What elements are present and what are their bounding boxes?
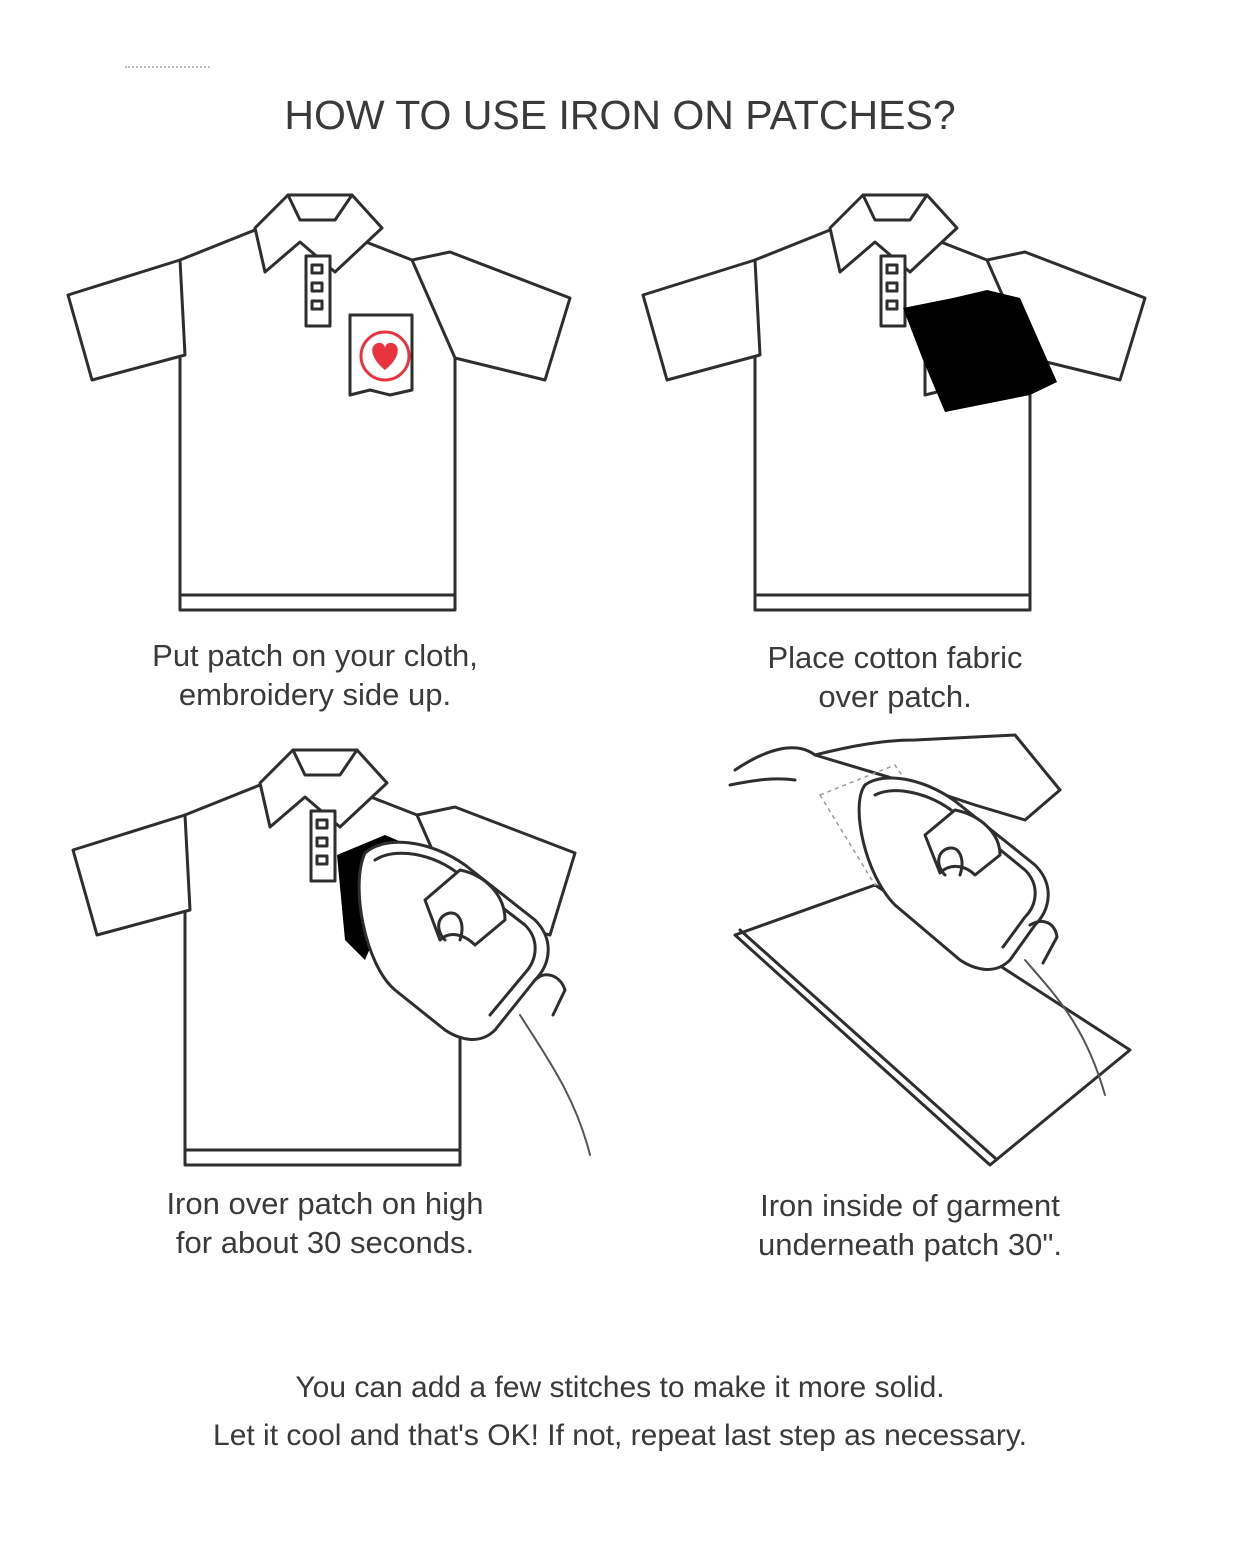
step-2-illustration: [635, 180, 1155, 620]
step-1-line-2: embroidery side up.: [178, 677, 452, 712]
corner-mark: [125, 66, 210, 73]
footer-note: [0, 1364, 1240, 1460]
step-3-line-1: Iron over patch on high: [166, 1186, 484, 1221]
step-3-caption: [90, 1184, 560, 1262]
page-title: HOW TO USE IRON ON PATCHES?: [284, 92, 956, 138]
step-1-caption: [80, 636, 550, 714]
step-3-line-2: for about 30 seconds.: [175, 1225, 475, 1260]
step-3-illustration: [65, 735, 605, 1175]
hand-icon: [725, 725, 1145, 1175]
step-1-illustration: [60, 180, 580, 620]
footer-line-2: Let it cool and that's OK! If not, repeat last step as necessary.: [213, 1419, 1027, 1452]
step-4-line-2: underneath patch 30".: [757, 1227, 1063, 1262]
step-4-line-1: Iron inside of garment: [760, 1188, 1060, 1223]
cotton-fabric-icon: [635, 180, 1155, 620]
step-4-illustration: [725, 725, 1145, 1175]
footer-line-1: You can add a few stitches to make it more solid.: [295, 1371, 945, 1404]
step-2-caption: [660, 638, 1130, 716]
hand-icon: [65, 735, 605, 1175]
heart-patch-icon: [60, 180, 580, 620]
step-2-line-2: over patch.: [818, 679, 972, 714]
step-4-caption: [675, 1186, 1145, 1264]
step-1-line-1: Put patch on your cloth,: [152, 638, 478, 673]
step-2-line-1: Place cotton fabric: [767, 640, 1023, 675]
